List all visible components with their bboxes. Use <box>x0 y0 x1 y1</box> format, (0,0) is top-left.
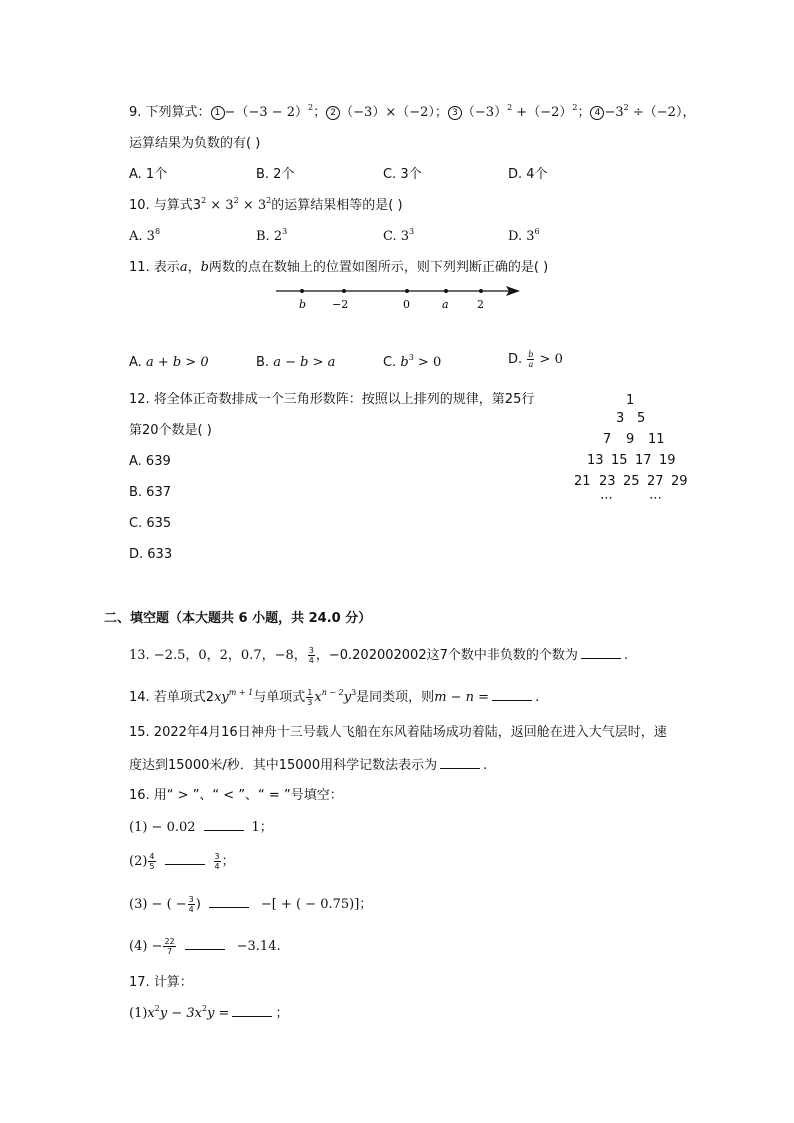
q12-option-b: B. 637 <box>129 485 171 500</box>
q11-option-d-den: a <box>528 360 534 369</box>
q17-part1-blank[interactable] <box>232 1004 272 1017</box>
q12-option-d: D. 633 <box>129 547 173 562</box>
q13-frac-den: 4 <box>308 656 314 665</box>
q14-exp2: n − 2 <box>321 688 344 697</box>
q16-part3-close: ) <box>195 897 201 912</box>
triangle-cell: 25 <box>623 474 640 489</box>
circled-4-icon: 4 <box>590 106 604 120</box>
q9-item3: （−3） <box>461 105 508 120</box>
q11-var-b: b <box>200 260 209 275</box>
triangle-cell: 7 <box>603 432 612 447</box>
q10-exp1: 2 <box>201 196 207 205</box>
q14-answer-blank[interactable] <box>492 688 532 701</box>
q9-option-b: B. 2个 <box>256 167 295 182</box>
q13-fraction <box>308 646 315 665</box>
q16-part2-num1: 4 <box>149 852 155 861</box>
q9-sep1: ； <box>313 105 327 120</box>
axis-point-b <box>300 289 304 293</box>
q17-part1-x: x <box>147 1006 155 1021</box>
q11-option-c <box>383 354 441 372</box>
axis-point-0 <box>405 289 409 293</box>
q15-end: . <box>483 758 488 773</box>
triangle-cell: 21 <box>574 474 591 489</box>
q14-x: x <box>314 690 322 705</box>
q12-option-c: C. 635 <box>129 516 172 531</box>
q17-part1-exp2: 2 <box>201 1004 208 1013</box>
q16-part3-blank[interactable] <box>209 895 249 908</box>
q15-line2 <box>129 756 487 775</box>
triangle-cell: 11 <box>648 432 665 447</box>
q14-stem <box>129 688 539 707</box>
q9-stem <box>129 104 695 122</box>
triangle-cell: 9 <box>626 432 635 447</box>
q9-prefix: 9. 下列算式： <box>129 105 211 120</box>
triangle-cell: 5 <box>637 411 646 426</box>
q14-stem-c: 是同类项，则 <box>356 690 435 705</box>
odd-number-triangle <box>560 390 720 510</box>
q15-answer-blank[interactable] <box>440 756 480 769</box>
q10-option-a-base: A. 3 <box>129 229 155 244</box>
q16-part2 <box>129 852 235 871</box>
q17-part1-y2: y = <box>207 1006 230 1021</box>
q16-part3-rhs: −[ + ( − 0.75)]； <box>260 897 373 912</box>
q15-line2-text: 度达到15000米/秒．其中15000用科学记数法表示为 <box>129 758 438 773</box>
q17-part1 <box>129 1004 288 1023</box>
q14-expr: m − n = <box>434 690 490 705</box>
q16-part1-expr: (1) − 0.02 <box>129 820 196 835</box>
q14-y: y <box>343 690 352 705</box>
q9-item1-exp: 2 <box>308 103 314 112</box>
q11-option-c-tail: > 0 <box>413 355 442 370</box>
q11-stem-b: 两数的点在数轴上的位置如图所示，则下列判断正确的是( ) <box>208 260 549 275</box>
q16-part2-num2: 3 <box>214 852 220 861</box>
circled-2-icon: 2 <box>326 106 340 120</box>
axis-point-2 <box>479 289 483 293</box>
q11-option-d-tail: > 0 <box>535 352 563 367</box>
triangle-cell: 23 <box>599 474 616 489</box>
q9-option-a: A. 1个 <box>129 167 168 182</box>
q10-option-d <box>508 228 540 246</box>
q11-option-d <box>508 350 563 369</box>
q12-option-a: A. 639 <box>129 454 171 469</box>
triangle-cell: 17 <box>635 453 652 468</box>
triangle-cell: 3 <box>616 411 625 426</box>
q11-sep: ， <box>187 260 201 275</box>
q17-part1-x2: x <box>194 1006 202 1021</box>
q10-option-c-exp: 3 <box>409 227 415 236</box>
q9-option-d: D. 4个 <box>508 167 548 182</box>
q10-stem-d: 的运算结果相等的是( ) <box>271 198 403 213</box>
q16-part3-num: 3 <box>188 895 194 904</box>
q16-part2-den2: 4 <box>214 862 220 871</box>
q10-stem-a: 10. 与算式3 <box>129 198 202 213</box>
q14-frac-num: 1 <box>307 688 313 697</box>
q11-option-c-label: C. <box>383 355 397 370</box>
q16-part4-expr: (4) − <box>129 939 163 954</box>
q9-item4-exp: 2 <box>623 103 629 112</box>
triangle-cell: 13 <box>587 453 604 468</box>
q11-option-a <box>129 354 209 372</box>
q16-stem: 16. 用“ > ”、“ < ”、“ = ”号填空： <box>129 788 343 803</box>
q16-part3 <box>129 895 372 914</box>
q9-item3-mid: +（−2） <box>512 105 573 120</box>
q16-part4-den: 7 <box>167 947 173 956</box>
q16-part2-den1: 5 <box>149 862 155 871</box>
q10-stem <box>129 197 403 215</box>
q14-xy: xy <box>214 690 229 705</box>
q17-stem: 17. 计算： <box>129 975 193 990</box>
q11-option-b-label: B. <box>256 355 270 370</box>
triangle-cell: 15 <box>611 453 628 468</box>
q16-part1-rhs: 1； <box>251 820 273 835</box>
q14-stem-b: 与单项式 <box>253 690 306 705</box>
q11-option-a-label: A. <box>129 355 142 370</box>
q11-option-d-label: D. <box>508 352 523 367</box>
q13-end: . <box>623 648 629 663</box>
q10-stem-c: × 3 <box>238 198 267 213</box>
q16-part3-frac <box>188 895 195 914</box>
q9-item4-tail: ÷（−2）， <box>628 105 696 120</box>
q12-line1: 12. 将全体正奇数排成一个三角形数阵：按照以上排列的规律，第25行 <box>129 392 535 407</box>
q17-part1-label: (1) <box>129 1006 148 1021</box>
q14-frac-den: 3 <box>307 698 313 707</box>
triangle-cell: 29 <box>671 474 688 489</box>
q17-end: ； <box>275 1006 289 1021</box>
q12-line2: 第20个数是( ) <box>129 423 212 438</box>
q10-option-b-base: B. 2 <box>256 229 283 244</box>
q9-item4: −3 <box>604 105 624 120</box>
axis-label-neg2: −2 <box>332 298 349 311</box>
q13-tail: ，−0.202002002这7个数中非负数的个数为 <box>315 648 578 663</box>
q11-stem-a: 11. 表示 <box>129 260 180 275</box>
q11-stem <box>129 259 548 277</box>
q10-exp3: 2 <box>266 196 272 205</box>
q16-part2-end: ； <box>221 854 235 869</box>
q13-frac-num: 3 <box>308 646 314 655</box>
triangle-dots: ⋯ <box>649 491 662 506</box>
axis-point-a <box>444 289 448 293</box>
q16-part4-frac <box>163 937 175 956</box>
q16-part3-den: 4 <box>188 905 194 914</box>
q14-stem-a: 14. 若单项式2 <box>129 690 215 705</box>
q11-var-a: a <box>179 260 188 275</box>
circled-3-icon: 3 <box>448 106 462 120</box>
number-line <box>270 280 530 314</box>
q16-part2-frac2 <box>214 852 221 871</box>
q10-stem-b: × 3 <box>206 198 234 213</box>
triangle-dots: ⋯ <box>600 491 613 506</box>
q10-option-d-base: D. 3 <box>508 229 535 244</box>
q9-item3-exp: 2 <box>507 103 513 112</box>
q9-sep2: ； <box>434 105 448 120</box>
q10-option-a-exp: 8 <box>154 227 161 236</box>
q11-option-a-expr: a + b > 0 <box>145 355 209 370</box>
q10-option-c-base: C. 3 <box>383 229 410 244</box>
q13-answer-blank[interactable] <box>581 646 621 659</box>
axis-label-a: a <box>442 298 449 311</box>
q16-part4-rhs: −3.14. <box>236 939 281 954</box>
triangle-cell: 1 <box>626 393 635 408</box>
q13-stem-a: 13. −2.5，0，2，0.7，−8， <box>129 648 307 663</box>
q10-option-c <box>383 228 414 246</box>
q9-item1: −（−3 − 2） <box>224 105 309 120</box>
axis-label-0: 0 <box>403 298 410 311</box>
axis-label-b: b <box>299 298 307 311</box>
q14-exp1: m + 1 <box>228 688 254 697</box>
q14-fraction <box>306 688 313 707</box>
q17-part1-y: y − 3 <box>159 1006 195 1021</box>
q11-option-d-fraction <box>527 350 534 369</box>
q9-sep3: ； <box>577 105 591 120</box>
triangle-cell: 19 <box>659 453 676 468</box>
q9-option-c: C. 3个 <box>383 167 422 182</box>
axis-point-neg2 <box>342 289 346 293</box>
q10-exp2: 2 <box>233 196 239 205</box>
q14-exp3: 3 <box>351 688 357 697</box>
q9-line2: 运算结果为负数的有( ) <box>129 136 261 151</box>
q9-item2: （−3）×（−2） <box>340 105 435 120</box>
q11-option-c-exp: 3 <box>408 353 414 362</box>
q16-part1 <box>129 818 273 837</box>
q16-part4 <box>129 937 281 956</box>
q11-option-c-base: b <box>400 355 409 370</box>
q10-option-b-exp: 3 <box>282 227 288 236</box>
q16-part2-label: (2) <box>129 854 148 869</box>
q11-option-b <box>256 354 335 372</box>
q11-option-b-expr: a − b > a <box>273 355 336 370</box>
q16-part2-blank[interactable] <box>165 852 205 865</box>
section2-title: 二、填空题（本大题共 6 小题，共 24.0 分） <box>104 611 372 626</box>
q15-line1: 15. 2022年4月16日神舟十三号载人飞船在东风着陆场成功着陆，返回舱在进入大气层时，速 <box>129 725 667 740</box>
axis-label-2: 2 <box>477 298 484 311</box>
q16-part1-blank[interactable] <box>204 818 244 831</box>
q10-option-a <box>129 228 160 246</box>
q16-part4-blank[interactable] <box>185 937 225 950</box>
q16-part3-expr: (3) − ( − <box>129 897 187 912</box>
q9-item3-exp2: 2 <box>572 103 578 112</box>
q10-option-d-exp: 6 <box>534 227 540 236</box>
q14-end: . <box>535 690 540 705</box>
q16-part2-frac1 <box>148 852 155 871</box>
q17-part1-exp1: 2 <box>154 1004 160 1013</box>
circled-1-icon: 1 <box>211 106 225 120</box>
q10-option-b <box>256 228 287 246</box>
triangle-cell: 27 <box>647 474 664 489</box>
q11-option-d-num: b <box>528 350 534 359</box>
q13-stem <box>129 646 628 665</box>
q16-part4-num: 22 <box>164 937 175 946</box>
